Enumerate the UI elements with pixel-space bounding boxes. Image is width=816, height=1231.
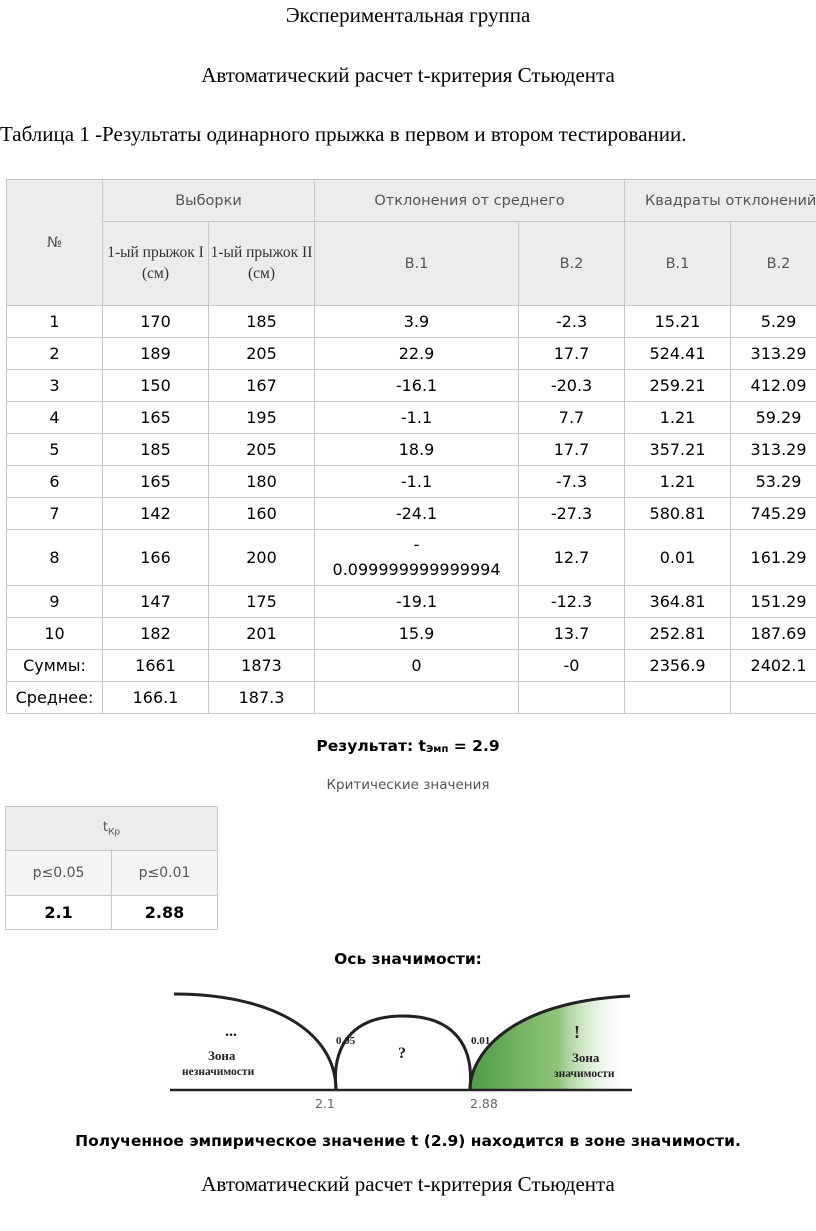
significance-zone-label-1: Зона: [572, 1050, 600, 1065]
p05-value: 2.1: [6, 896, 112, 930]
table-cell: 180: [209, 466, 315, 498]
table-cell: 160: [209, 498, 315, 530]
table-cell: 185: [209, 306, 315, 338]
table-cell: 189: [103, 338, 209, 370]
sub-header: В.2: [519, 222, 625, 306]
table-cell: 166: [103, 530, 209, 586]
table-cell: 2402.1: [731, 650, 816, 682]
table-cell: -19.1: [315, 586, 519, 618]
table-cell: 151.29: [731, 586, 816, 618]
table-cell: 412.09: [731, 370, 816, 402]
table-cell: 524.41: [625, 338, 731, 370]
table-cell: 59.29: [731, 402, 816, 434]
table-cell: 7: [7, 498, 103, 530]
group-title: Экспериментальная группа: [285, 3, 531, 27]
critical-header-sub: Кр: [108, 827, 121, 838]
table-cell: 0: [315, 650, 519, 682]
table-cell: -24.1: [315, 498, 519, 530]
table-cell: 580.81: [625, 498, 731, 530]
table-row: [7, 650, 816, 682]
sub-header: 1-ый прыжок II (см): [209, 222, 315, 306]
insignificance-zone-label-2: незначимости: [182, 1066, 255, 1078]
deviations-header: Отклонения от среднего: [315, 180, 625, 222]
critical-header-label: t: [102, 819, 108, 835]
num-header: №: [7, 180, 103, 306]
table-cell: 15.21: [625, 306, 731, 338]
table-cell: 22.9: [315, 338, 519, 370]
table-cell: 1: [7, 306, 103, 338]
table-row: [7, 402, 816, 434]
significance-axis: [170, 988, 640, 1116]
table-row: [7, 306, 816, 338]
table-cell: 0.01: [625, 530, 731, 586]
table-cell: 53.29: [731, 466, 816, 498]
result-value: = 2.9: [448, 737, 500, 755]
table-cell: 745.29: [731, 498, 816, 530]
table-cell: 6: [7, 466, 103, 498]
table-row: [7, 498, 816, 530]
samples-header: Выборки: [103, 180, 315, 222]
table-caption: Таблица 1 -Результаты одинарного прыжка в первом и втором тестировании.: [0, 122, 687, 146]
table-row: [7, 338, 816, 370]
table-cell: 165: [103, 402, 209, 434]
tick-label-2.1: 2.1: [315, 1096, 335, 1111]
footer-title: Автоматический расчет t-критерия Стьюдента: [201, 1172, 615, 1196]
table-cell: 2: [7, 338, 103, 370]
table-cell: -7.3: [519, 466, 625, 498]
table-header-row: [7, 180, 816, 222]
critical-title: Критические значения: [326, 777, 490, 793]
table-cell: 17.7: [519, 338, 625, 370]
table-cell: 5: [7, 434, 103, 466]
axis-title: Ось значимости:: [334, 950, 482, 968]
sub-header: В.2: [731, 222, 816, 306]
table-cell: - 0.099999999999994: [315, 530, 519, 586]
table-cell: -12.3: [519, 586, 625, 618]
table-cell: 7.7: [519, 402, 625, 434]
table-row: [7, 434, 816, 466]
table-cell: 313.29: [731, 338, 816, 370]
table-cell: 1873: [209, 650, 315, 682]
tick-label-2.88: 2.88: [470, 1096, 498, 1111]
exclaim-mark: !: [574, 1022, 580, 1042]
table-cell: 364.81: [625, 586, 731, 618]
question-mark: ?: [398, 1045, 406, 1062]
table-cell: 259.21: [625, 370, 731, 402]
table-cell: -1.1: [315, 402, 519, 434]
insignificance-zone-label-1: Зона: [208, 1048, 236, 1063]
result-line: [0, 737, 816, 755]
p01-label: p≤0.01: [112, 851, 218, 896]
table-cell: 313.29: [731, 434, 816, 466]
table-cell: 166.1: [103, 682, 209, 714]
table-cell: 18.9: [315, 434, 519, 466]
sub-header: В.1: [315, 222, 519, 306]
table-cell: -20.3: [519, 370, 625, 402]
table-row: [7, 370, 816, 402]
table-cell: 150: [103, 370, 209, 402]
squares-header: Квадраты отклонений: [625, 180, 816, 222]
table-cell: 165: [103, 466, 209, 498]
table-cell: 142: [103, 498, 209, 530]
conclusion: Полученное эмпирическое значение t (2.9) находится в зоне значимости.: [75, 1132, 741, 1150]
table-cell: 205: [209, 434, 315, 466]
table-cell: 167: [209, 370, 315, 402]
result-label: Результат: t: [316, 737, 426, 755]
critical-header: [6, 807, 218, 851]
table-cell: 17.7: [519, 434, 625, 466]
table-cell: [731, 682, 816, 714]
table-cell: -0: [519, 650, 625, 682]
table-cell: 3.9: [315, 306, 519, 338]
table-cell: 2356.9: [625, 650, 731, 682]
table-cell: -16.1: [315, 370, 519, 402]
table-cell: 182: [103, 618, 209, 650]
table-cell: 10: [7, 618, 103, 650]
table-cell: 161.29: [731, 530, 816, 586]
table-cell: 175: [209, 586, 315, 618]
table-cell: 187.3: [209, 682, 315, 714]
table-cell: 1661: [103, 650, 209, 682]
table-cell: -27.3: [519, 498, 625, 530]
table-cell: Суммы:: [7, 650, 103, 682]
table-cell: 252.81: [625, 618, 731, 650]
table-cell: 170: [103, 306, 209, 338]
table-cell: 5.29: [731, 306, 816, 338]
table-cell: 205: [209, 338, 315, 370]
sub-header: 1-ый прыжок I (см): [103, 222, 209, 306]
table-cell: 9: [7, 586, 103, 618]
critical-table: [5, 806, 218, 930]
table-row: [7, 466, 816, 498]
result-subscript: Эмп: [425, 744, 449, 755]
table-cell: [519, 682, 625, 714]
table-row: [7, 530, 816, 586]
table-cell: [315, 682, 519, 714]
table-cell: 357.21: [625, 434, 731, 466]
table-cell: 4: [7, 402, 103, 434]
p05-level: 0.05: [336, 1035, 356, 1047]
table-row: [7, 618, 816, 650]
table-cell: 147: [103, 586, 209, 618]
significance-zone-label-2: значимости: [554, 1068, 615, 1080]
sub-header: В.1: [625, 222, 731, 306]
table-cell: Среднее:: [7, 682, 103, 714]
table-cell: 12.7: [519, 530, 625, 586]
table-cell: [625, 682, 731, 714]
table-cell: -2.3: [519, 306, 625, 338]
table-cell: 195: [209, 402, 315, 434]
table-cell: 3: [7, 370, 103, 402]
table-cell: 1.21: [625, 466, 731, 498]
table-cell: 1.21: [625, 402, 731, 434]
table-row: [7, 682, 816, 714]
p05-label: p≤0.05: [6, 851, 112, 896]
table-cell: 15.9: [315, 618, 519, 650]
method-title: Автоматический расчет t-критерия Стьюдента: [201, 63, 615, 87]
results-table: [6, 179, 816, 714]
p01-value: 2.88: [112, 896, 218, 930]
dots-mark: ...: [225, 1023, 237, 1040]
table-cell: 201: [209, 618, 315, 650]
table-cell: 187.69: [731, 618, 816, 650]
table-cell: 8: [7, 530, 103, 586]
table-row: [7, 586, 816, 618]
table-cell: 185: [103, 434, 209, 466]
table-cell: 13.7: [519, 618, 625, 650]
table-cell: -1.1: [315, 466, 519, 498]
table-cell: 200: [209, 530, 315, 586]
table-subheader-row: [7, 222, 816, 306]
p01-level: 0.01: [471, 1035, 491, 1047]
